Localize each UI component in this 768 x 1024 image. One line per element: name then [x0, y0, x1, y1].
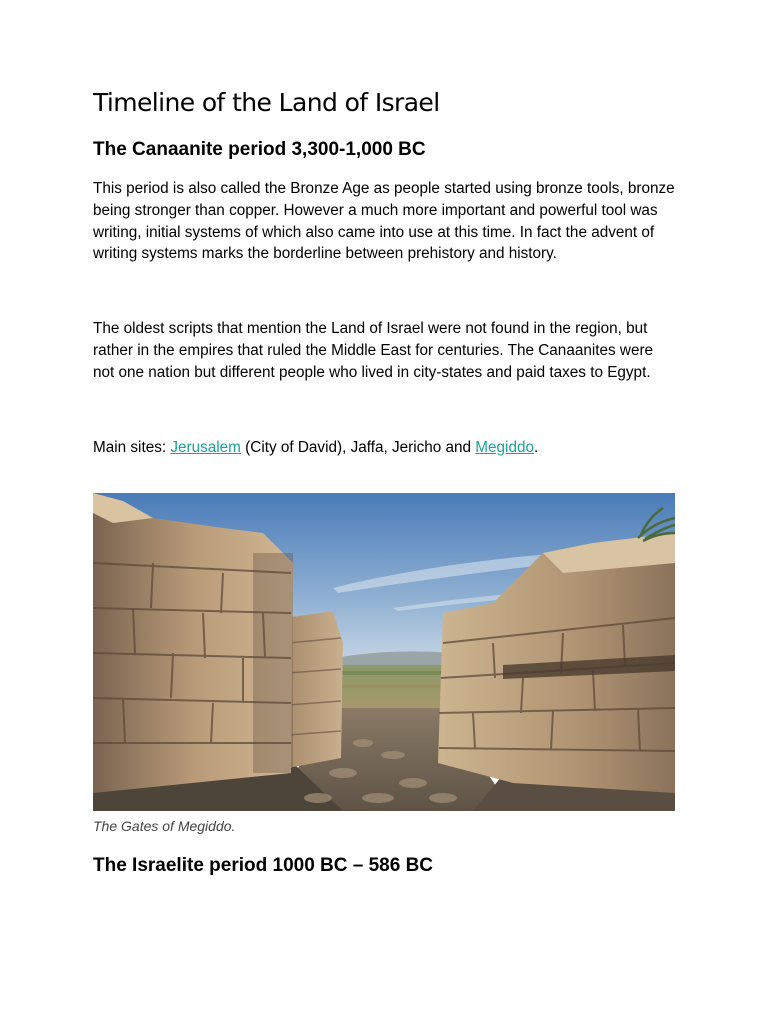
figure-caption: The Gates of Megiddo.	[93, 818, 236, 834]
main-sites-paragraph	[93, 437, 677, 459]
megiddo-link[interactable]: Megiddo	[475, 439, 534, 456]
document-title: Timeline of the Land of Israel	[93, 88, 440, 117]
section-heading-canaanite: The Canaanite period 3,300-1,000 BC	[93, 139, 426, 160]
main-sites-prefix: Main sites:	[93, 439, 171, 456]
main-sites-middle: (City of David), Jaffa, Jericho and	[240, 439, 476, 456]
jerusalem-link[interactable]: Jerusalem	[170, 439, 241, 456]
main-sites-suffix: .	[533, 439, 539, 456]
section-heading-israelite: The Israelite period 1000 BC – 586 BC	[93, 855, 434, 876]
paragraph-bronze-age: This period is also called the Bronze Age as people started using bronze tools, bronze being stronger than copper. However a much more important and powerful tool was writing, initial systems of which also came into use at this time. In fact the advent of writing systems marks the borderline between prehistory and history.	[93, 180, 675, 263]
megiddo-gates-photo	[93, 493, 675, 811]
paragraph-oldest-scripts: The oldest scripts that mention the Land of Israel were not found in the region, but rather in the empires that ruled the Middle East for centuries. The Canaanites were not one nation but different people who lived in city-states and paid taxes to Egypt.	[93, 320, 654, 381]
